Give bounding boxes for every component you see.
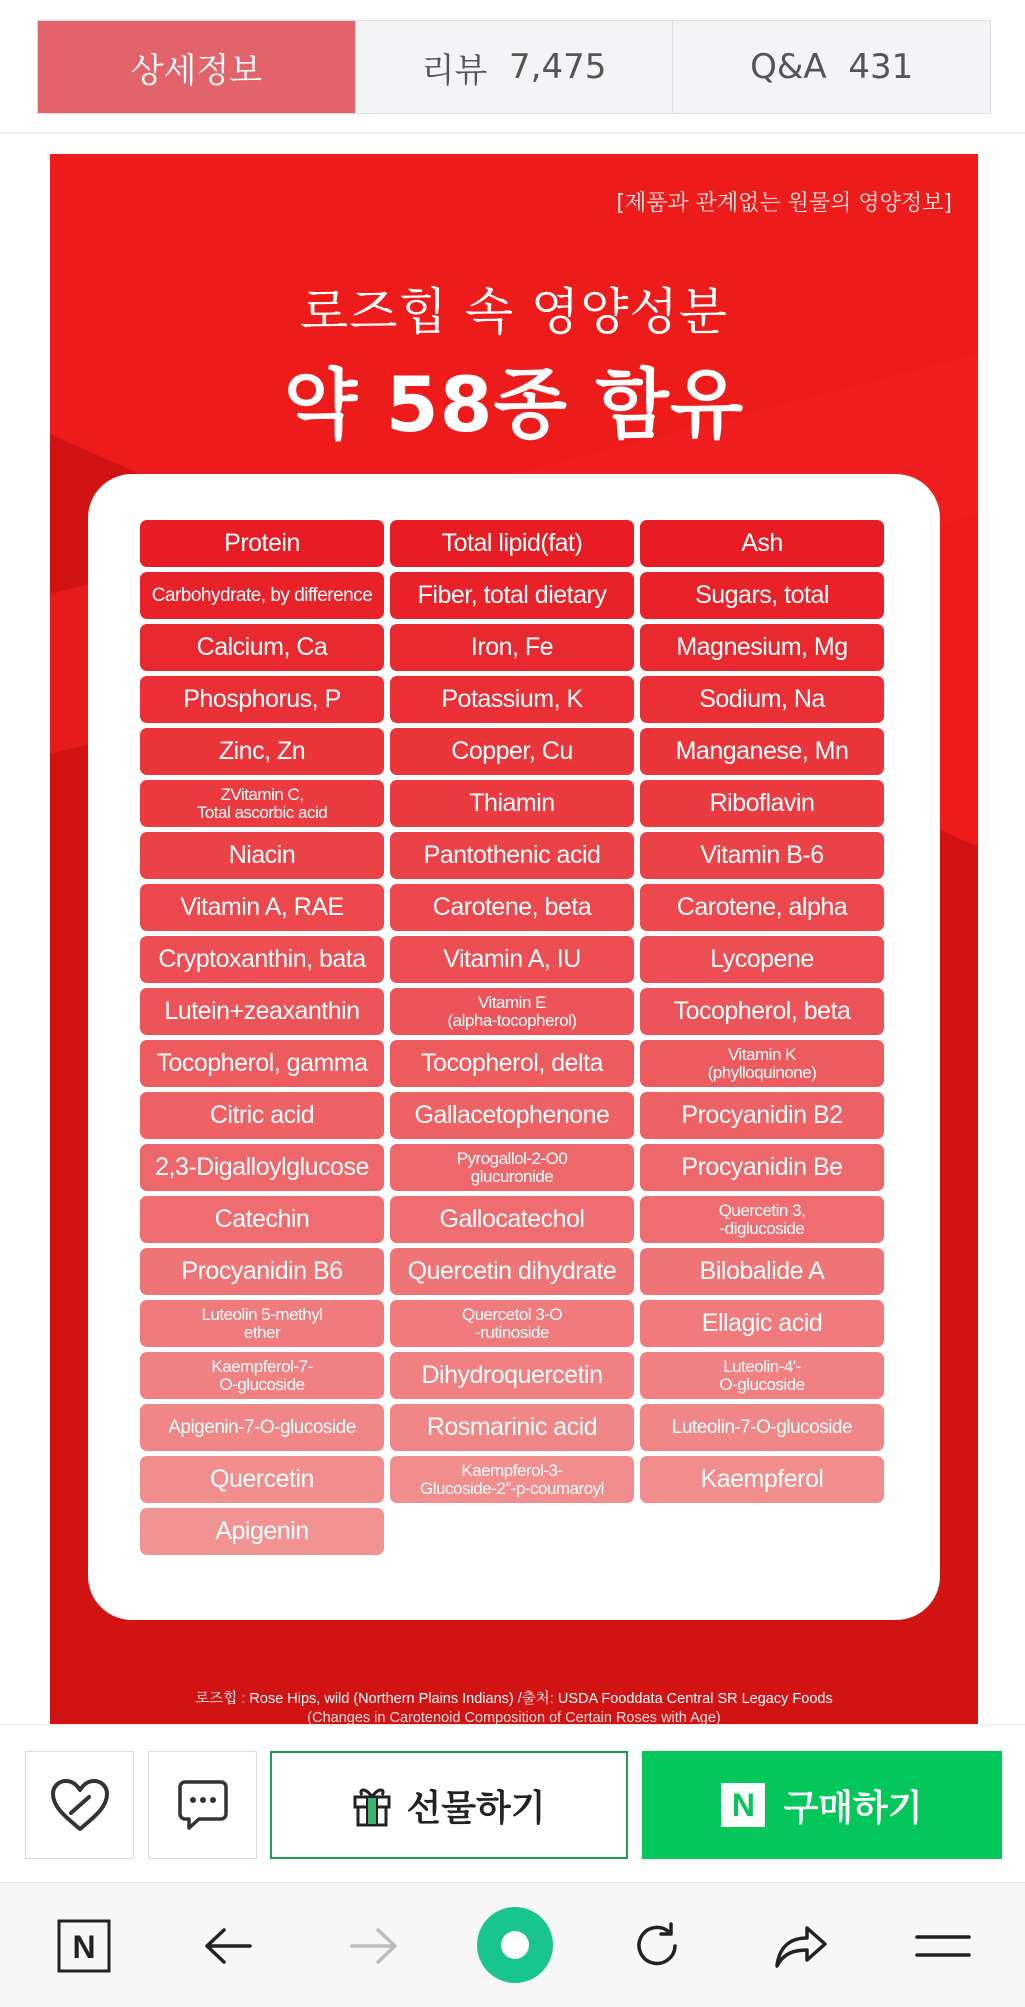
- nutrient-chip: ZVitamin C, Total ascorbic acid: [140, 780, 384, 827]
- nutrient-chip: Quercetin dihydrate: [390, 1248, 634, 1295]
- heart-icon: [49, 1777, 111, 1833]
- nutrient-chip: Kaempferol: [640, 1456, 884, 1503]
- nutrient-chip: Apigenin: [140, 1508, 384, 1555]
- product-tabs: [37, 20, 991, 114]
- nutrient-chip: Vitamin B-6: [640, 832, 884, 879]
- gift-icon: [352, 1783, 392, 1827]
- poster-disclaimer: [제품과 관계없는 원물의 영양정보]: [616, 191, 952, 216]
- nutrient-chip: Lycopene: [640, 936, 884, 983]
- nutrient-chip: Rosmarinic acid: [390, 1404, 634, 1451]
- nutrient-chip: Catechin: [140, 1196, 384, 1243]
- share-arrow-icon: [773, 1922, 829, 1970]
- tabs-divider: [0, 132, 1025, 134]
- nutrient-chip: Quercetol 3-O -rutinoside: [390, 1300, 634, 1347]
- nutrient-chip: Procyanidin B6: [140, 1248, 384, 1295]
- gift-button[interactable]: [270, 1751, 628, 1859]
- tab-review-count: 7,475: [509, 47, 607, 87]
- nutrient-chip: Ellagic acid: [640, 1300, 884, 1347]
- nutrient-chip: Vitamin A, RAE: [140, 884, 384, 931]
- nutrient-chip: Ash: [640, 520, 884, 567]
- hamburger-icon: [915, 1931, 971, 1961]
- nutrient-chip: Sugars, total: [640, 572, 884, 619]
- nutrient-chip: Iron, Fe: [390, 624, 634, 671]
- naver-pay-badge: N: [721, 1783, 765, 1827]
- poster-source-line-2: (Changes in Carotenoid Composition of Certain Roses with Age): [307, 1710, 721, 1724]
- naver-n-icon: [56, 1918, 112, 1974]
- nutrient-chip: Riboflavin: [640, 780, 884, 827]
- nutrient-chip: Zinc, Zn: [140, 728, 384, 775]
- tab-review[interactable]: [356, 21, 674, 113]
- nutrient-chip: Sodium, Na: [640, 676, 884, 723]
- nutrient-chip: Magnesium, Mg: [640, 624, 884, 671]
- chat-bubble-icon: [177, 1778, 229, 1832]
- arrow-right-icon: [348, 1924, 400, 1968]
- nutrient-chip: Bilobalide A: [640, 1248, 884, 1295]
- tab-qa-count: 431: [848, 47, 914, 87]
- nutrient-chip: Manganese, Mn: [640, 728, 884, 775]
- home-circle-button[interactable]: [477, 1907, 553, 1983]
- menu-button[interactable]: [908, 1911, 978, 1981]
- nutrient-chip: Carotene, beta: [390, 884, 634, 931]
- tab-qa-label: Q&A: [750, 47, 827, 87]
- nutrient-chip: Pantothenic acid: [390, 832, 634, 879]
- nutrient-chip: Citric acid: [140, 1092, 384, 1139]
- nutrient-chip: Vitamin E (alpha-tocopherol): [390, 988, 634, 1035]
- nutrient-chip: Gallocatechol: [390, 1196, 634, 1243]
- nutrient-chip: Copper, Cu: [390, 728, 634, 775]
- nutrient-chip: Kaempferol-3- Glucoside-2''-p-coumaroyl: [390, 1456, 634, 1503]
- nutrient-chip: Fiber, total dietary: [390, 572, 634, 619]
- nutrient-grid: [140, 520, 886, 1555]
- nutrient-card: [88, 474, 940, 1620]
- nutrient-chip: Niacin: [140, 832, 384, 879]
- nutrient-chip: Lutein+zeaxanthin: [140, 988, 384, 1035]
- tab-detail-label: 상세정보: [130, 50, 263, 91]
- nutrient-chip: Apigenin-7-O-glucoside: [140, 1404, 384, 1451]
- nutrient-chip: Luteolin 5-methyl ether: [140, 1300, 384, 1347]
- nutrient-chip: Quercetin 3, -diglucoside: [640, 1196, 884, 1243]
- nutrient-chip: Calcium, Ca: [140, 624, 384, 671]
- reload-icon: [631, 1920, 683, 1972]
- poster-headline-1: 로즈힙 속 영양성분: [299, 283, 729, 341]
- nutrient-chip: Dihydroquercetin: [390, 1352, 634, 1399]
- buy-button[interactable]: [642, 1751, 1002, 1859]
- talk-button[interactable]: [148, 1751, 257, 1859]
- nutrient-chip: Protein: [140, 520, 384, 567]
- nutrient-chip: Tocopherol, beta: [640, 988, 884, 1035]
- nutrient-chip: Phosphorus, P: [140, 676, 384, 723]
- nutrient-chip: 2,3-Digalloylglucose: [140, 1144, 384, 1191]
- nutrient-chip: Pyrogallol-2-O0 glucuronide: [390, 1144, 634, 1191]
- wishlist-button[interactable]: [25, 1751, 134, 1859]
- poster-headline-2: 약 58종 함유: [283, 360, 745, 449]
- nutrient-chip: Vitamin K (phylloquinone): [640, 1040, 884, 1087]
- purchase-action-bar: [0, 1724, 1025, 1882]
- forward-button[interactable]: [339, 1911, 409, 1981]
- gift-button-label: 선물하기: [406, 1787, 546, 1829]
- share-button[interactable]: [766, 1911, 836, 1981]
- tab-review-label: 리뷰: [421, 50, 488, 91]
- poster-source-line-1: 로즈힙 : Rose Hips, wild (Northern Plains Indians) /출처: USDA Fooddata Central SR Legacy Foods: [195, 1691, 833, 1707]
- arrow-left-icon: [202, 1924, 254, 1968]
- nutrient-chip: Luteolin-7-O-glucoside: [640, 1404, 884, 1451]
- nutrient-chip: Cryptoxanthin, bata: [140, 936, 384, 983]
- nutrient-chip: Kaempferol-7- O-glucoside: [140, 1352, 384, 1399]
- tab-qa[interactable]: [673, 21, 990, 113]
- nutrient-chip: Potassium, K: [390, 676, 634, 723]
- nutrient-chip: Carotene, alpha: [640, 884, 884, 931]
- nutrient-chip: Quercetin: [140, 1456, 384, 1503]
- nutrient-chip: Vitamin A, IU: [390, 936, 634, 983]
- nutrient-chip: Tocopherol, gamma: [140, 1040, 384, 1087]
- naver-home-button[interactable]: [49, 1911, 119, 1981]
- nutrient-chip: Procyanidin B2: [640, 1092, 884, 1139]
- nutrient-chip: Tocopherol, delta: [390, 1040, 634, 1087]
- home-dot-icon: [501, 1931, 529, 1959]
- browser-nav-bar: [0, 1882, 1025, 2007]
- nutrient-chip: Total lipid(fat): [390, 520, 634, 567]
- nutrient-chip: Gallacetophenone: [390, 1092, 634, 1139]
- tab-detail[interactable]: [38, 21, 356, 113]
- nutrient-chip: Carbohydrate, by difference: [140, 572, 384, 619]
- product-detail-image: [50, 154, 978, 1724]
- nutrient-chip: Thiamin: [390, 780, 634, 827]
- nutrient-chip: Procyanidin Be: [640, 1144, 884, 1191]
- nutrient-chip: Luteolin-4'- O-glucoside: [640, 1352, 884, 1399]
- buy-button-label: 구매하기: [783, 1787, 923, 1829]
- back-button[interactable]: [193, 1911, 263, 1981]
- svg-text:N: N: [72, 1929, 96, 1965]
- reload-button[interactable]: [622, 1911, 692, 1981]
